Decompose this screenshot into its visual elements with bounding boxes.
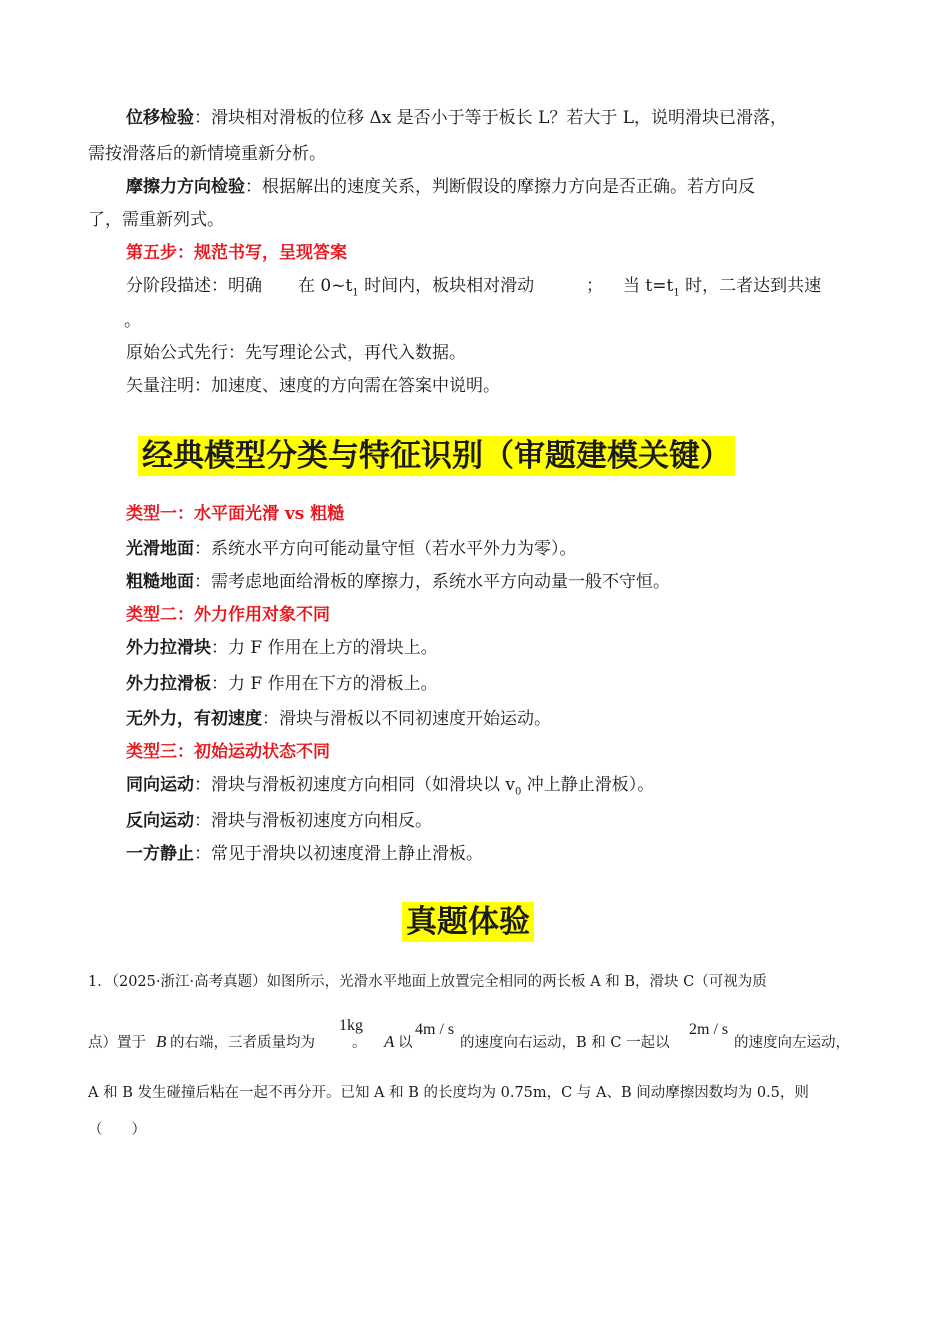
q1-var-a: A xyxy=(384,1032,395,1051)
text-pull-board: ：力 F 作用在下方的滑板上。 xyxy=(211,674,438,694)
q1-text-b: 的右端，三者质量均为 xyxy=(170,1035,315,1051)
type-two-pull-board xyxy=(126,673,438,695)
text-initial-velocity: ：滑块与滑板以不同初速度开始运动。 xyxy=(262,709,551,729)
paragraph-friction-check xyxy=(126,176,755,198)
type-two-title: 类型二：外力作用对象不同 xyxy=(126,605,330,625)
stage-description-line xyxy=(126,275,846,297)
text-friction-check-a: ：根据解出的速度关系，判断假设的摩擦力方向是否正确。若方向反 xyxy=(245,177,755,197)
label-opposite-direction: 反向运动 xyxy=(126,811,194,831)
label-displacement-check: 位移检验 xyxy=(126,108,194,128)
text-one-static: ：常见于滑块以初速度滑上静止滑板。 xyxy=(194,844,483,864)
stage-desc-period: 。 xyxy=(124,311,141,331)
type-three-same-direction xyxy=(126,774,654,803)
question-1-line-2 xyxy=(88,1033,868,1053)
label-one-static: 一方静止 xyxy=(126,844,194,864)
stage-desc-semicolon: ； xyxy=(586,276,603,296)
paragraph-displacement-check xyxy=(126,107,787,129)
q1-velocity-a: 4m / s xyxy=(415,1021,455,1038)
label-smooth-ground: 光滑地面 xyxy=(126,539,194,559)
type-one-rough xyxy=(126,571,670,593)
type-two-pull-block xyxy=(126,637,438,659)
type-one-title: 类型一：水平面光滑 vs 粗糙 xyxy=(126,504,345,524)
q1-var-b: B xyxy=(156,1032,167,1051)
section-heading-exam: 真题体验 xyxy=(402,902,534,942)
q1-text-a: 点）置于 xyxy=(88,1035,146,1051)
question-1-line-1: 1．（2025·浙江·高考真题）如图所示，光滑水平地面上放置完全相同的两长板 A 和 B，滑块 C（可视为质 xyxy=(88,974,767,990)
text-same-direction-a: ：滑块与滑板初速度方向相同（如滑块以 v xyxy=(194,775,516,795)
paragraph-displacement-check-cont: 需按滑落后的新情境重新分析。 xyxy=(88,144,326,164)
label-same-direction: 同向运动 xyxy=(126,775,194,795)
text-smooth-ground: ：系统水平方向可能动量守恒（若水平外力为零）。 xyxy=(194,539,577,559)
label-rough-ground: 粗糙地面 xyxy=(126,572,194,592)
paragraph-friction-check-cont: 了，需重新列式。 xyxy=(88,210,224,230)
vector-note-line: 矢量注明：加速度、速度的方向需在答案中说明。 xyxy=(126,376,500,396)
q1-velocity-bc: 2m / s xyxy=(689,1021,729,1038)
label-initial-velocity: 无外力，有初速度 xyxy=(126,709,262,729)
question-1-line-3: A 和 B 发生碰撞后粘在一起不再分开。已知 A 和 B 的长度均为 0.75m，C 与 A、B 间动摩擦因数均为 0.5，则 xyxy=(88,1085,809,1101)
text-rough-ground: ：需考虑地面给滑板的摩擦力，系统水平方向动量一般不守恒。 xyxy=(194,572,670,592)
stage-desc-e: 当 $t=t_1$ 时，二者达到共速 xyxy=(623,276,822,299)
q1-text-f: 的速度向左运动， xyxy=(734,1035,850,1051)
subscript-zero: 0 xyxy=(515,786,522,798)
section-heading-models: 经典模型分类与特征识别（审题建模关键） xyxy=(138,436,735,476)
q1-text-c: 。 xyxy=(352,1035,367,1051)
label-friction-check: 摩擦力方向检验 xyxy=(126,177,245,197)
q1-text-e: 的速度向右运动，B 和 C 一起以 xyxy=(460,1035,670,1051)
text-opposite-direction: ：滑块与滑板初速度方向相反。 xyxy=(194,811,432,831)
stage-desc-a: 分阶段描述：明确 xyxy=(126,276,262,296)
q1-text-d: 以 xyxy=(398,1035,413,1051)
text-same-direction-b: 冲上静止滑板）。 xyxy=(521,775,655,795)
question-1-answer-blank: （ ） xyxy=(88,1122,146,1138)
type-two-initial-velocity xyxy=(126,708,551,730)
type-three-opposite-direction xyxy=(126,810,432,832)
label-pull-block: 外力拉滑块 xyxy=(126,638,211,658)
text-pull-block: ：力 F 作用在上方的滑块上。 xyxy=(211,638,438,658)
type-one-smooth xyxy=(126,538,577,560)
step-five-title: 第五步：规范书写，呈现答案 xyxy=(126,243,347,263)
stage-desc-b: 在 $0\sim t_1$ 时间内，板块相对滑动 xyxy=(298,276,535,299)
type-three-one-static xyxy=(126,843,483,865)
q1-mass-value: 1kg xyxy=(339,1017,363,1034)
text-displacement-check-a: ：滑块相对滑板的位移 Δx 是否小于等于板长 L？若大于 L，说明滑块已滑落， xyxy=(194,108,788,128)
label-pull-board: 外力拉滑板 xyxy=(126,674,211,694)
type-three-title: 类型三：初始运动状态不同 xyxy=(126,742,330,762)
formula-first-line: 原始公式先行：先写理论公式，再代入数据。 xyxy=(126,343,466,363)
